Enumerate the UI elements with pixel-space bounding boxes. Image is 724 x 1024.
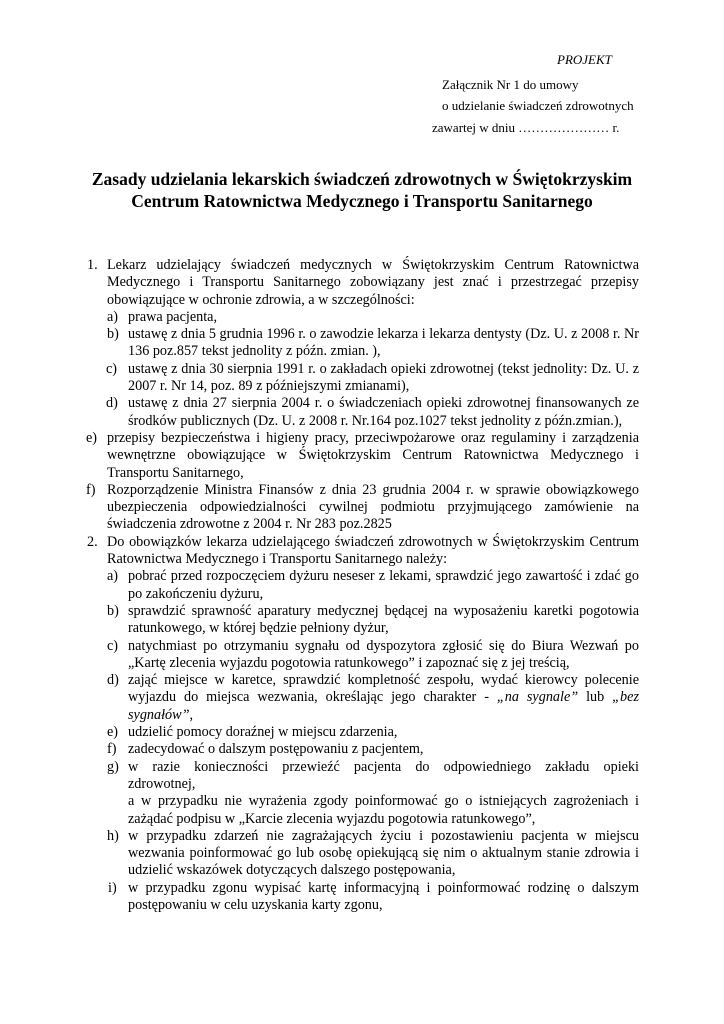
- item-label: e): [107, 724, 119, 741]
- list-item: [0, 603, 724, 638]
- item-text: pobrać przed rozpoczęciem dyżuru neseser z lekami, sprawdzić jego zawartość i zdać go po zakończeniu dyżuru,: [128, 568, 639, 602]
- list-item: [0, 638, 724, 673]
- item-text: zadecydować o dalszym postępowaniu z pacjentem,: [128, 741, 424, 758]
- italic-phrase: „bez sygnałów”: [128, 689, 639, 723]
- annex-number: Załącznik Nr 1 do umowy: [442, 77, 579, 92]
- list-item: [0, 568, 724, 603]
- section-2: [0, 534, 724, 569]
- item-text: ustawę z dnia 27 sierpnia 2004 r. o świadczeniach opieki zdrowotnej finansowanych ze środków publicznych (Dz. U. z 2008 r. Nr.164 poz.1027 tekst jednolity z późn.zmian.),: [128, 395, 639, 429]
- item-label: h): [107, 827, 119, 844]
- item-text: przepisy bezpieczeństwa i higieny pracy, przeciwpożarowe oraz regulaminy i zarządzenia wewnętrzne obowiązujące w Świętokrzyskim Centrum Ratownictwa Medycznego i Transportu Sanitarnego,: [107, 429, 639, 481]
- item-label: b): [107, 326, 119, 343]
- annex-subject: o udzielanie świadczeń zdrowotnych: [442, 98, 634, 113]
- list-item: [0, 741, 724, 758]
- item-text: w przypadku zgonu wypisać kartę informacyjną i poinformować rodzinę o dalszym postępowaniu w celu uzyskania karty zgonu,: [128, 879, 639, 913]
- item-text: udzielić pomocy doraźnej w miejscu zdarzenia,: [128, 724, 398, 741]
- list-item: [0, 759, 724, 794]
- annex-date: zawartej w dniu ………………… r.: [432, 120, 620, 135]
- item-text-part: lub: [578, 689, 613, 706]
- item-text: natychmiast po otrzymaniu sygnału od dyspozytora zgłosić się do Biura Wezwań po „Kartę zlecenia wyjazdu pogotowia ratunkowego” i zapoznać się z jej treścią,: [128, 637, 639, 671]
- item-text-part: zająć miejsce w karetce, sprawdzić kompletność zespołu, wydać kierowcy polecenie wyjazdu do miejsca wezwania, określając jego charakter -: [128, 672, 639, 706]
- item-label: i): [108, 879, 117, 896]
- list-item: [0, 309, 724, 326]
- item-text: w razie konieczności przewieźć pacjenta do odpowiedniego zakładu opieki zdrowotnej,: [128, 758, 639, 792]
- section-text: Do obowiązków lekarza udzielającego świadczeń zdrowotnych w Świętokrzyskim Centrum Ratownictwa Medycznego i Transportu Sanitarnego należy:: [107, 533, 639, 568]
- list-item: [0, 724, 724, 741]
- list-item: [0, 672, 724, 724]
- document-title: [60, 168, 664, 212]
- list-item: [0, 482, 724, 534]
- title-line-1: Zasady udzielania lekarskich świadczeń zdrowotnych w Świętokrzyskim: [91, 169, 633, 189]
- draft-label: PROJEKT: [557, 52, 612, 67]
- list-item: [0, 828, 724, 880]
- list-item: [0, 326, 724, 361]
- document-body: [0, 257, 724, 914]
- list-item-continuation: [0, 793, 724, 828]
- item-label: d): [107, 672, 119, 689]
- list-item: [0, 395, 724, 430]
- item-text: a w przypadku nie wyrażenia zgody poinformować go o istniejących zagrożeniach i zażądać podpisu w „Karcie zlecenia wyjazdu pogotowia ratunkowego”,: [128, 793, 639, 827]
- item-label: f): [86, 481, 96, 498]
- item-text: prawa pacjenta,: [128, 308, 218, 325]
- item-label: a): [107, 568, 119, 585]
- item-label: c): [106, 360, 118, 377]
- item-label: d): [106, 395, 118, 412]
- item-text: Rozporządzenie Ministra Finansów z dnia 23 grudnia 2004 r. w sprawie obowiązkowego ubezpieczenia odpowiedzialności cywilnej podmiotu przyjmującego zamówienie na świadczenia zdrowotne z 2004 r. Nr 283 poz.2825: [107, 481, 639, 533]
- list-item: [0, 880, 724, 915]
- section-text: Lekarz udzielający świadczeń medycznych w Świętokrzyskim Centrum Ratownictwa Medycznego i Transportu Sanitarnego zobowiązany jest znać i przestrzegać przepisy obowiązujące w ochronie zdrowia, a w szczególności:: [107, 257, 639, 308]
- item-label: g): [107, 758, 119, 775]
- item-label: f): [107, 741, 117, 758]
- section-1: [0, 257, 724, 309]
- italic-phrase: „na sygnale”: [496, 689, 579, 706]
- section-number: 1.: [87, 257, 98, 273]
- item-label: c): [107, 637, 119, 654]
- list-item: [0, 430, 724, 482]
- item-label: a): [107, 308, 119, 325]
- item-text: ustawę z dnia 30 sierpnia 1991 r. o zakładach opieki zdrowotnej (tekst jednolity: Dz. U. z 2007 r. Nr 14, poz. 89 z późniejszymi zmianami),: [128, 360, 639, 395]
- item-text: w przypadku zdarzeń nie zagrażających życiu i pozostawieniu pacjenta w miejscu wezwania poinformować go lub osobę opiekującą się nim o aktualnym stanie zdrowia i udzielić wskazówek dotyczących dalszego postępowania,: [128, 827, 639, 879]
- list-item: [0, 361, 724, 396]
- title-line-2: Centrum Ratownictwa Medycznego i Transportu Sanitarnego: [131, 191, 593, 211]
- item-text: ustawę z dnia 5 grudnia 1996 r. o zawodzie lekarza i lekarza dentysty (Dz. U. z 2008 r. Nr 136 poz.857 tekst jednolity z późn. zmian. ),: [128, 326, 639, 360]
- item-label: e): [86, 429, 98, 446]
- item-text: [128, 672, 639, 724]
- section-number: 2.: [87, 533, 98, 550]
- item-text: sprawdzić sprawność aparatury medycznej będącej na wyposażeniu karetki pogotowia ratunkowego, w której będzie pełniony dyżur,: [128, 602, 639, 637]
- item-label: b): [107, 602, 119, 619]
- item-text-part: ,: [189, 706, 194, 723]
